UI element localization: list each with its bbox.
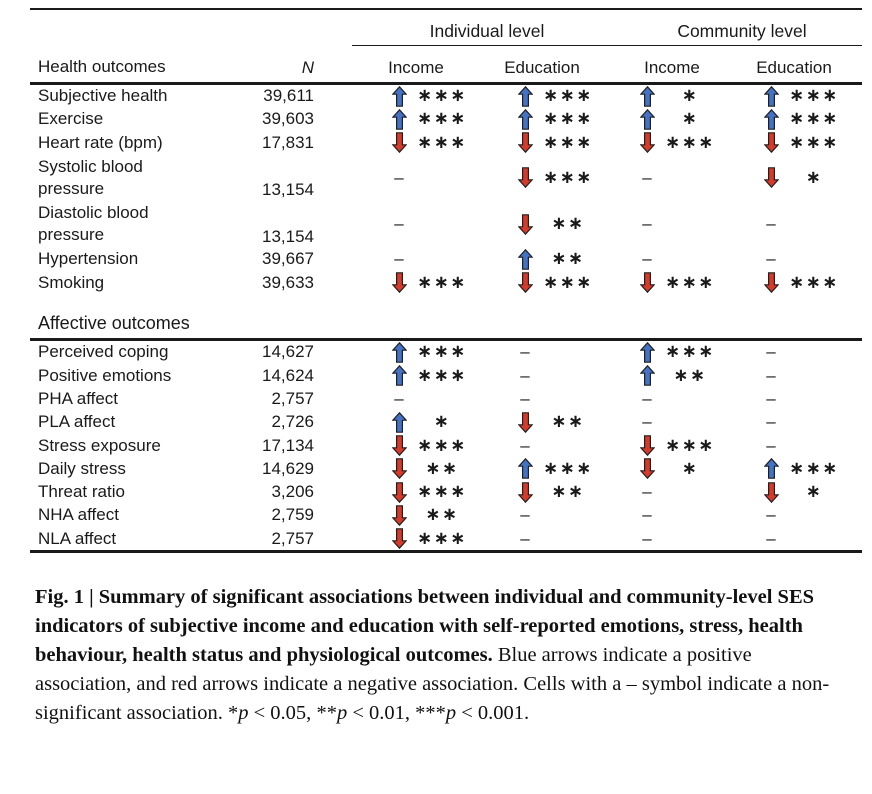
significance-stars: ∗∗: [551, 248, 585, 270]
up-arrow-icon: [386, 412, 412, 433]
down-arrow-icon: [386, 435, 412, 456]
cell-threat-ratio-individual-education: [482, 482, 622, 503]
nonsignificant-dash: –: [394, 388, 404, 408]
significance-stars: ∗∗∗: [789, 271, 839, 293]
outcome-label: PLA affect: [38, 412, 116, 432]
figure-caption: [35, 583, 847, 728]
cell-nla-affect-individual-income: [352, 528, 482, 549]
significance-stars: ∗∗∗: [417, 481, 467, 503]
nonsignificant-dash: –: [642, 167, 652, 187]
cell-stress-exposure-individual-education: [482, 436, 622, 456]
cell-diastolic-blood-pressure-community-education: [744, 214, 862, 234]
caption-segment: < 0.01,: [347, 702, 416, 725]
down-arrow-icon: [634, 272, 660, 293]
down-arrow-icon: [512, 214, 538, 235]
significance-stars: ∗∗∗: [543, 131, 593, 153]
cell-nha-affect-community-income: [622, 505, 744, 525]
col-header-individual-income: Income: [388, 58, 444, 77]
group-header-row: [30, 10, 862, 46]
nonsignificant-dash: –: [642, 214, 652, 234]
cell-pla-affect-community-income: [622, 412, 744, 432]
n-value: 39,667: [262, 249, 314, 269]
cell-heart-rate-bpm-individual-income: [352, 132, 482, 153]
table-row-positive-emotions: [30, 364, 862, 387]
caption-segment: Blue arrows indicate a positive association, and red arrows indicate a negative association. Cells with a – symbol indicate a non-significant association.: [35, 644, 830, 725]
significance-stars: ∗: [805, 166, 823, 188]
nonsignificant-dash: –: [766, 528, 776, 548]
cell-subjective-health-community-education: [744, 86, 862, 107]
table-row-daily-stress: [30, 457, 862, 480]
significance-stars: ∗∗∗: [417, 527, 467, 549]
significance-stars: ∗∗∗: [417, 341, 467, 363]
cell-subjective-health-individual-income: [352, 86, 482, 107]
cell-systolic-blood-pressure-community-income: [622, 168, 744, 188]
nonsignificant-dash: –: [642, 505, 652, 525]
cell-exercise-community-income: [622, 109, 744, 130]
nonsignificant-dash: –: [394, 249, 404, 269]
outcome-label: Systolic blood pressure: [38, 156, 143, 198]
outcome-label: Exercise: [38, 109, 104, 129]
nonsignificant-dash: –: [766, 365, 776, 385]
cell-nha-affect-individual-income: [352, 505, 482, 526]
cell-diastolic-blood-pressure-individual-income: [352, 214, 482, 234]
significance-stars: ∗∗∗: [665, 434, 715, 456]
significance-stars: ∗∗∗: [789, 108, 839, 130]
table-row-threat-ratio: [30, 480, 862, 503]
cell-pla-affect-community-education: [744, 412, 862, 432]
significance-stars: ∗∗∗: [665, 271, 715, 293]
n-value: 2,757: [271, 388, 314, 408]
affective-outcomes-rows: [30, 341, 862, 551]
n-value: 39,611: [263, 86, 314, 106]
table-row-systolic-blood-pressure: [30, 154, 862, 201]
table-row-smoking: [30, 271, 862, 294]
cell-nha-affect-community-education: [744, 505, 862, 525]
table-row-pha-affect: [30, 387, 862, 410]
down-arrow-icon: [512, 482, 538, 503]
nonsignificant-dash: –: [394, 214, 404, 234]
significance-stars: ∗∗∗: [543, 108, 593, 130]
up-arrow-icon: [758, 86, 784, 107]
up-arrow-icon: [386, 365, 412, 386]
down-arrow-icon: [512, 132, 538, 153]
down-arrow-icon: [758, 482, 784, 503]
nonsignificant-dash: –: [642, 388, 652, 408]
cell-smoking-individual-income: [352, 272, 482, 293]
nonsignificant-dash: –: [520, 365, 530, 385]
outcome-label: Smoking: [38, 272, 105, 292]
nonsignificant-dash: –: [520, 505, 530, 525]
up-arrow-icon: [634, 365, 660, 386]
down-arrow-icon: [758, 132, 784, 153]
cell-pla-affect-individual-education: [482, 412, 622, 433]
table-row-exercise: [30, 108, 862, 131]
nonsignificant-dash: –: [766, 412, 776, 432]
nonsignificant-dash: –: [642, 528, 652, 548]
n-value: 3,206: [271, 482, 314, 502]
n-value: 14,624: [262, 365, 314, 385]
nonsignificant-dash: –: [520, 342, 530, 362]
cell-hypertension-community-income: [622, 249, 744, 269]
n-value: 13,154: [262, 179, 314, 199]
cell-positive-emotions-individual-income: [352, 365, 482, 386]
cell-perceived-coping-individual-education: [482, 342, 622, 362]
group-header-individual-level: Individual level: [352, 21, 622, 46]
cell-diastolic-blood-pressure-individual-education: [482, 214, 622, 235]
table-row-hypertension: [30, 248, 862, 271]
cell-perceived-coping-community-income: [622, 342, 744, 363]
caption-segment: Fig. 1 | Summary of significant associations between individual and community-level SES indicators of subjective income and education with self-reported emotions, stress, health behaviour, health status and physiological outcomes.: [35, 586, 815, 667]
up-arrow-icon: [386, 109, 412, 130]
outcome-label: Hypertension: [38, 249, 139, 269]
table-row-nha-affect: [30, 504, 862, 527]
down-arrow-icon: [386, 272, 412, 293]
down-arrow-icon: [386, 132, 412, 153]
cell-hypertension-individual-education: [482, 249, 622, 270]
significance-stars: ∗∗∗: [543, 271, 593, 293]
significance-stars: ∗∗∗: [789, 457, 839, 479]
down-arrow-icon: [758, 167, 784, 188]
cell-stress-exposure-community-income: [622, 435, 744, 456]
cell-daily-stress-community-education: [744, 458, 862, 479]
caption-segment: < 0.001.: [456, 702, 530, 725]
nonsignificant-dash: –: [520, 435, 530, 455]
cell-daily-stress-individual-income: [352, 458, 482, 479]
nonsignificant-dash: –: [766, 505, 776, 525]
significance-stars: ∗∗: [551, 411, 585, 433]
significance-stars: ∗: [433, 411, 451, 433]
group-header-community-level: Community level: [622, 21, 862, 46]
label-column-header: Health outcomes: [38, 57, 166, 76]
caption-segment: ***: [415, 702, 446, 725]
table-row-pla-affect: [30, 411, 862, 434]
down-arrow-icon: [386, 458, 412, 479]
n-value: 13,154: [262, 226, 314, 246]
caption-segment: *: [228, 702, 239, 725]
cell-heart-rate-bpm-community-income: [622, 132, 744, 153]
outcome-label: NLA affect: [38, 528, 117, 548]
cell-daily-stress-community-income: [622, 458, 744, 479]
significance-stars: ∗∗∗: [543, 166, 593, 188]
cell-positive-emotions-individual-education: [482, 366, 622, 386]
up-arrow-icon: [512, 249, 538, 270]
n-value: 17,134: [262, 435, 314, 455]
outcome-label: Diastolic blood pressure: [38, 203, 149, 245]
table-bottom-rule: [30, 550, 862, 553]
significance-stars: ∗∗∗: [665, 131, 715, 153]
down-arrow-icon: [386, 482, 412, 503]
significance-stars: ∗∗∗: [665, 341, 715, 363]
cell-perceived-coping-community-education: [744, 342, 862, 362]
cell-exercise-community-education: [744, 109, 862, 130]
up-arrow-icon: [634, 342, 660, 363]
n-value: 17,831: [262, 132, 314, 152]
n-value: 14,627: [262, 342, 314, 362]
significance-stars: ∗∗∗: [543, 85, 593, 107]
nonsignificant-dash: –: [766, 214, 776, 234]
cell-threat-ratio-community-income: [622, 482, 744, 502]
cell-threat-ratio-individual-income: [352, 482, 482, 503]
table-row-diastolic-blood-pressure: [30, 201, 862, 248]
up-arrow-icon: [512, 86, 538, 107]
cell-positive-emotions-community-income: [622, 365, 744, 386]
cell-hypertension-individual-income: [352, 249, 482, 269]
cell-pha-affect-individual-income: [352, 389, 482, 409]
n-value: 2,757: [271, 528, 314, 548]
significance-stars: ∗∗: [425, 457, 459, 479]
cell-nla-affect-community-income: [622, 529, 744, 549]
outcome-label: PHA affect: [38, 388, 119, 408]
significance-stars: ∗: [681, 85, 699, 107]
nonsignificant-dash: –: [766, 388, 776, 408]
cell-smoking-community-income: [622, 272, 744, 293]
cell-pla-affect-individual-income: [352, 412, 482, 433]
cell-nha-affect-individual-education: [482, 505, 622, 525]
table-row-stress-exposure: [30, 434, 862, 457]
cell-positive-emotions-community-education: [744, 366, 862, 386]
table-row-heart-rate-bpm: [30, 131, 862, 154]
caption-segment: p: [238, 702, 249, 725]
associations-table: [30, 8, 862, 553]
caption-segment: p: [336, 702, 348, 725]
significance-stars: ∗∗∗: [789, 131, 839, 153]
outcome-label: Daily stress: [38, 458, 126, 478]
significance-stars: ∗∗∗: [417, 131, 467, 153]
significance-stars: ∗∗∗: [417, 271, 467, 293]
significance-stars: ∗∗: [551, 213, 585, 235]
cell-threat-ratio-community-education: [744, 482, 862, 503]
n-value: 2,759: [271, 505, 314, 525]
significance-stars: ∗: [805, 481, 823, 503]
down-arrow-icon: [512, 412, 538, 433]
up-arrow-icon: [758, 458, 784, 479]
down-arrow-icon: [634, 132, 660, 153]
nonsignificant-dash: –: [642, 412, 652, 432]
col-header-community-income: Income: [644, 58, 700, 77]
cell-nla-affect-individual-education: [482, 529, 622, 549]
cell-systolic-blood-pressure-individual-education: [482, 167, 622, 188]
n-value: 39,603: [262, 109, 314, 129]
nonsignificant-dash: –: [642, 249, 652, 269]
up-arrow-icon: [512, 458, 538, 479]
down-arrow-icon: [386, 505, 412, 526]
up-arrow-icon: [386, 342, 412, 363]
up-arrow-icon: [758, 109, 784, 130]
cell-smoking-individual-education: [482, 272, 622, 293]
table-row-nla-affect: [30, 527, 862, 550]
health-outcomes-rows: [30, 85, 862, 295]
n-value: 2,726: [271, 412, 314, 432]
down-arrow-icon: [512, 167, 538, 188]
up-arrow-icon: [386, 86, 412, 107]
significance-stars: ∗∗∗: [417, 108, 467, 130]
significance-stars: ∗: [681, 108, 699, 130]
significance-stars: ∗∗: [673, 364, 707, 386]
significance-stars: ∗∗∗: [789, 85, 839, 107]
cell-diastolic-blood-pressure-community-income: [622, 214, 744, 234]
cell-subjective-health-individual-education: [482, 86, 622, 107]
table-row-perceived-coping: [30, 341, 862, 364]
down-arrow-icon: [634, 435, 660, 456]
cell-heart-rate-bpm-individual-education: [482, 132, 622, 153]
nonsignificant-dash: –: [394, 167, 404, 187]
nonsignificant-dash: –: [520, 528, 530, 548]
outcome-label: Threat ratio: [38, 482, 125, 502]
outcome-label: NHA affect: [38, 505, 119, 525]
nonsignificant-dash: –: [642, 482, 652, 502]
cell-systolic-blood-pressure-community-education: [744, 167, 862, 188]
column-header-row: [30, 46, 862, 82]
up-arrow-icon: [634, 86, 660, 107]
significance-stars: ∗∗∗: [417, 364, 467, 386]
cell-stress-exposure-community-education: [744, 436, 862, 456]
significance-stars: ∗∗∗: [543, 457, 593, 479]
significance-stars: ∗∗∗: [417, 434, 467, 456]
significance-stars: ∗: [681, 457, 699, 479]
cell-nla-affect-community-education: [744, 529, 862, 549]
significance-stars: ∗∗∗: [417, 85, 467, 107]
n-column-header: N: [301, 58, 314, 77]
outcome-label: Heart rate (bpm): [38, 132, 163, 152]
cell-stress-exposure-individual-income: [352, 435, 482, 456]
outcome-label: Perceived coping: [38, 342, 169, 362]
section-title-affective-outcomes: Affective outcomes: [38, 312, 190, 333]
cell-hypertension-community-education: [744, 249, 862, 269]
down-arrow-icon: [512, 272, 538, 293]
col-header-community-education: Education: [756, 58, 832, 77]
nonsignificant-dash: –: [766, 342, 776, 362]
caption-segment: p: [445, 702, 457, 725]
cell-perceived-coping-individual-income: [352, 342, 482, 363]
n-value: 39,633: [262, 272, 314, 292]
outcome-label: Stress exposure: [38, 435, 161, 455]
cell-systolic-blood-pressure-individual-income: [352, 168, 482, 188]
n-value: 14,629: [262, 458, 314, 478]
cell-exercise-individual-income: [352, 109, 482, 130]
caption-segment: **: [316, 702, 337, 725]
col-header-individual-education: Education: [504, 58, 580, 77]
caption-segment: < 0.05,: [248, 702, 317, 725]
significance-stars: ∗∗: [551, 481, 585, 503]
up-arrow-icon: [512, 109, 538, 130]
cell-pha-affect-community-education: [744, 389, 862, 409]
cell-pha-affect-community-income: [622, 389, 744, 409]
outcome-label: Positive emotions: [38, 365, 172, 385]
up-arrow-icon: [634, 109, 660, 130]
nonsignificant-dash: –: [520, 388, 530, 408]
cell-exercise-individual-education: [482, 109, 622, 130]
cell-pha-affect-individual-education: [482, 389, 622, 409]
nonsignificant-dash: –: [766, 249, 776, 269]
outcome-label: Subjective health: [38, 86, 168, 106]
down-arrow-icon: [634, 458, 660, 479]
down-arrow-icon: [386, 528, 412, 549]
nonsignificant-dash: –: [766, 435, 776, 455]
table-row-subjective-health: [30, 85, 862, 108]
cell-daily-stress-individual-education: [482, 458, 622, 479]
down-arrow-icon: [758, 272, 784, 293]
cell-smoking-community-education: [744, 272, 862, 293]
cell-subjective-health-community-income: [622, 86, 744, 107]
cell-heart-rate-bpm-community-education: [744, 132, 862, 153]
significance-stars: ∗∗: [425, 504, 459, 526]
